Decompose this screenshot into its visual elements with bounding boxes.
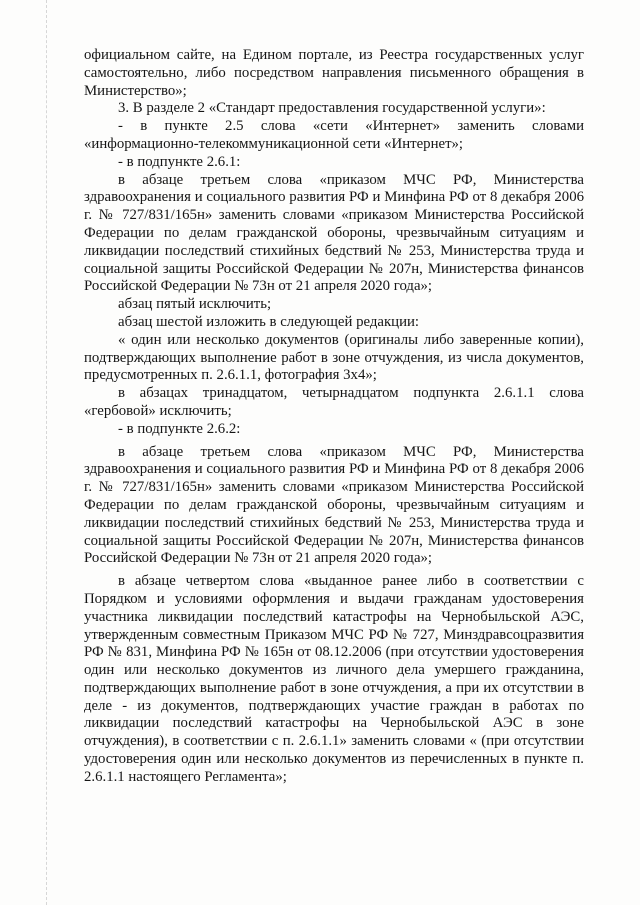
paragraph-abzac-5: абзац пятый исключить;	[118, 296, 272, 313]
paragraph-2-6-2-abzac-3: в абзаце третьем слова «приказом МЧС РФ, Министерства здравоохранения и социального развития РФ и Минфина РФ от 8 декабря 2006 г. № 727/831/165н» заменить словами «приказом Министерства Российской Федерации по делам гражданской обороны, чрезвычайным ситуациям и ликвидации последствий стихийных бедствий № 253, Министерства труда и социальной защиты Российской Федерации № 207н, Министерства финансов Российской Федерации № 73н от 21 апреля 2020 года»;	[84, 443, 584, 567]
paragraph-abzac-13-14: в абзацах тринадцатом, четырнадцатом подпункта 2.6.1.1 слова «гербовой» исключить;	[84, 385, 584, 419]
scan-edge-line	[46, 0, 47, 905]
paragraph-abzac-6-text: « один или несколько документов (оригиналы либо заверенные копии), подтверждающих выполнение работ в зоне отчуждения, из числа документов, предусмотренных п. 2.6.1.1, фотография 3х4»;	[84, 331, 584, 384]
paragraph-subitem-2-6-1: - в подпункте 2.6.1:	[118, 153, 241, 170]
paragraph-subitem-2-6-2: - в подпункте 2.6.2:	[118, 420, 241, 437]
paragraph-abzac-6: абзац шестой изложить в следующей редакции:	[118, 313, 420, 330]
paragraph-2-6-1-abzac-3: в абзаце третьем слова «приказом МЧС РФ, Министерства здравоохранения и социального развития РФ и Минфина РФ от 8 декабря 2006 г. № 727/831/165н» заменить словами «приказом Министерства Российской Федерации по делам гражданской обороны, чрезвычайным ситуациям и ликвидации последствий стихийных бедствий № 253, Министерства труда и социальной защиты Российской Федерации № 207н, Министерства финансов Российской Федерации № 73н от 21 апреля 2020 года»;	[84, 171, 584, 295]
paragraph-section-3: 3. В разделе 2 «Стандарт предоставления государственной услуги»:	[118, 100, 546, 117]
paragraph-item-2-5: - в пункте 2.5 слова «сети «Интернет» заменить словами «информационно-телекоммуникационной сети «Интернет»;	[84, 118, 584, 152]
paragraph-1: официальном сайте, на Едином портале, из Реестра государственных услуг самостоятельно, либо посредством направления письменного обращения в Министерство»;	[84, 47, 584, 99]
document-body	[84, 47, 584, 787]
paragraph-2-6-2-abzac-4: в абзаце четвертом слова «выданное ранее либо в соответствии с Порядком и условиями оформления и выдачи гражданам удостоверения участника ликвидации последствий катастрофы на Чернобыльской АЭС, утвержденным совместным Приказом МЧС РФ № 727, Минздравсоцразвития РФ № 831, Минфина РФ № 165н от 08.12.2006 (при отсутствии удостоверения один или несколько документов из личного дела умершего гражданина, подтверждающих выполнение работ в зоне отчуждения, а при их отсутствии в деле - из документов, подтверждающих участие граждан в работах по ликвидации последствий катастрофы на Чернобыльской АЭС в зоне отчуждения), в соответствии с п. 2.6.1.1» заменить словами « (при отсутствии удостоверения один или несколько документов из перечисленных в пункте п. 2.6.1.1 настоящего Регламента»;	[84, 573, 584, 785]
